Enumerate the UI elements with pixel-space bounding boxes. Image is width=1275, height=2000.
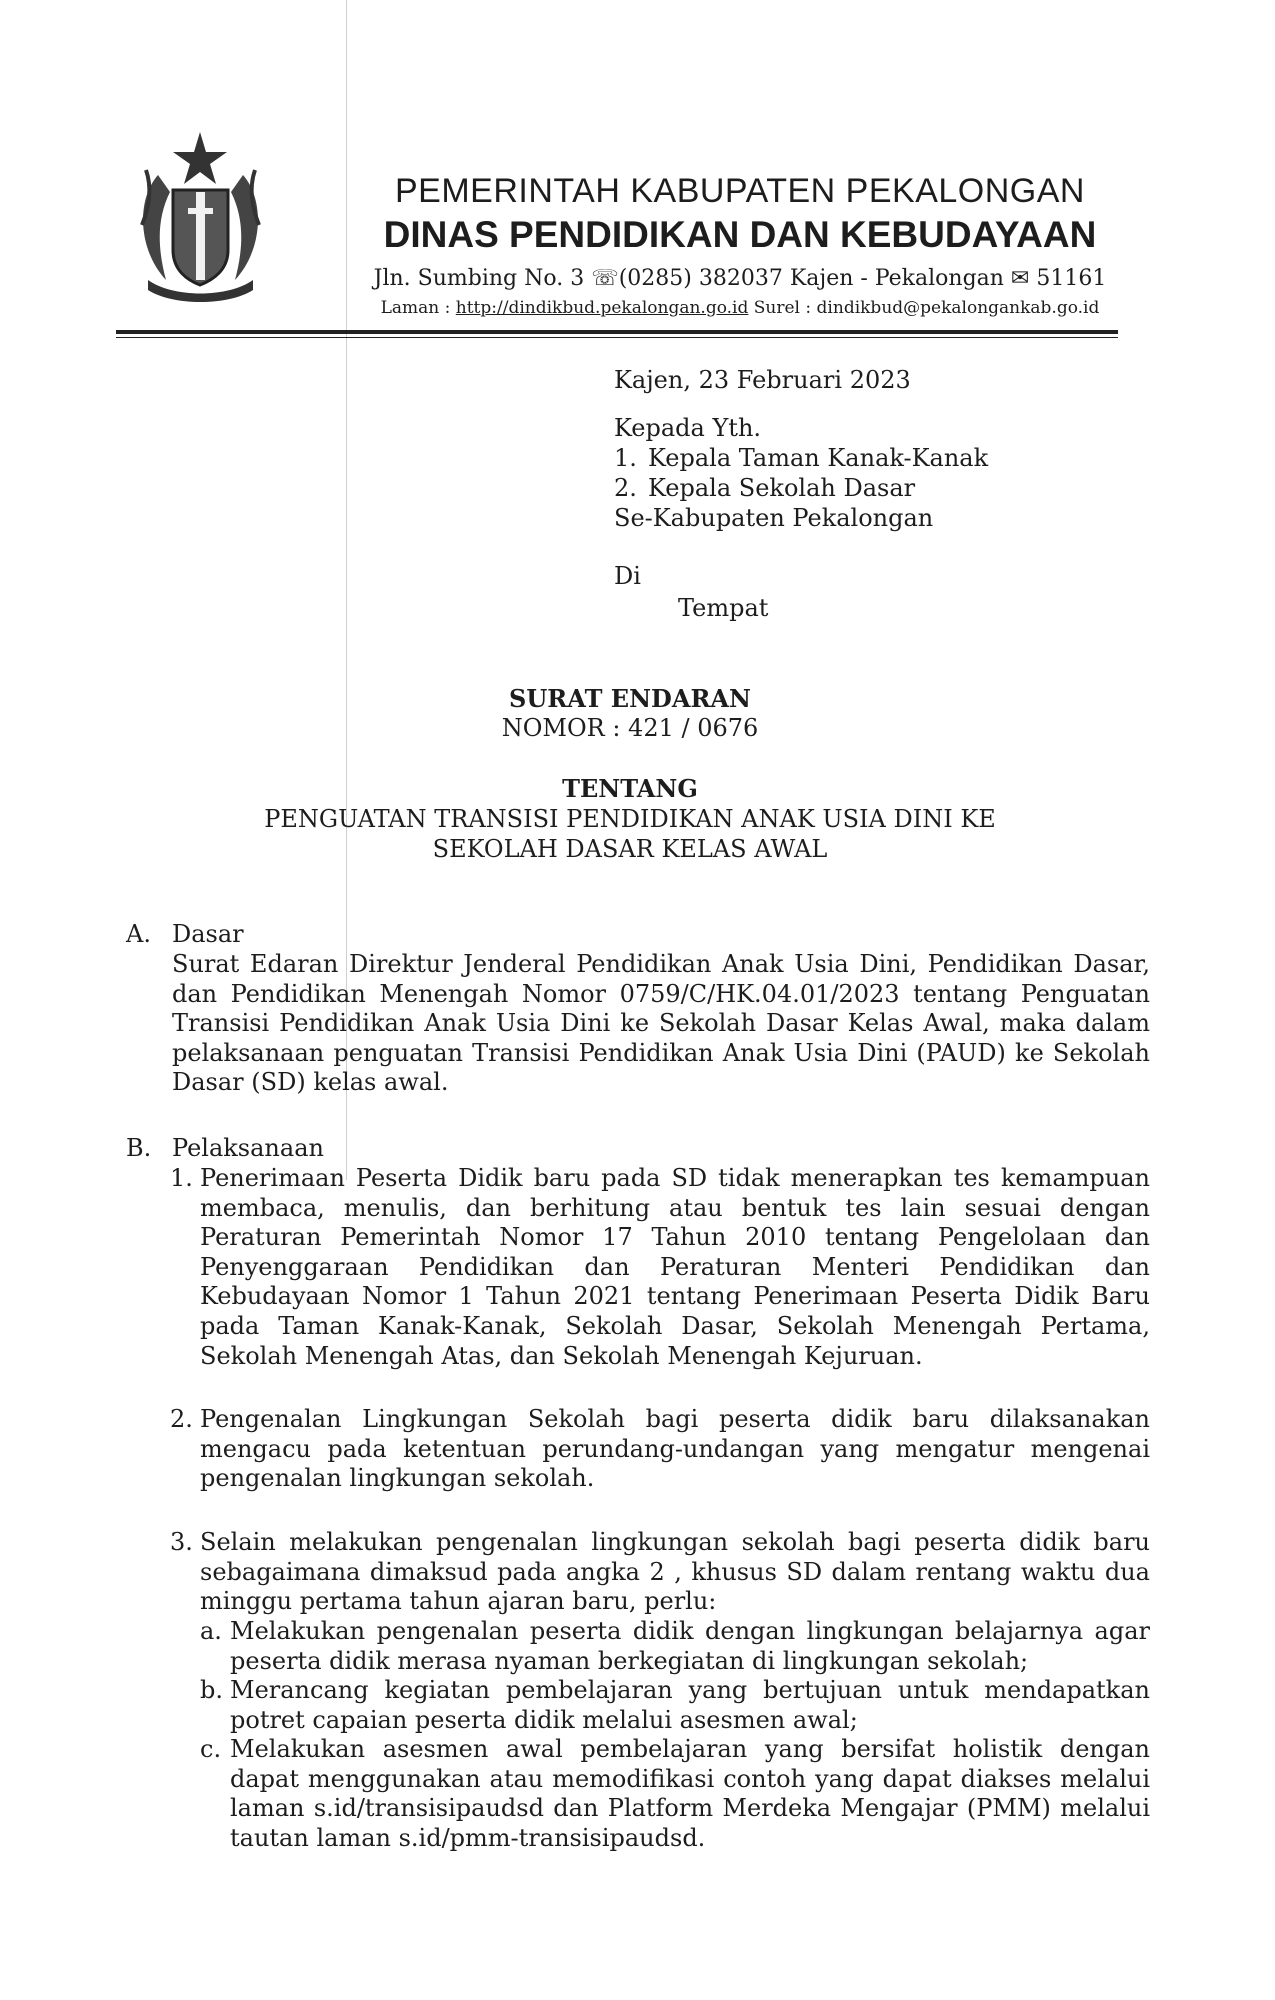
sub-item-text: Melakukan pengenalan peserta didik dengan lingkungan belajarnya agar peserta didik merasa nyaman berkegiatan di lingkungan sekolah; xyxy=(230,1617,1150,1675)
email-label: Surel : xyxy=(748,298,817,318)
sub-item-letter: c. xyxy=(200,1735,222,1763)
header-government: PEMERINTAH KABUPATEN PEKALONGAN xyxy=(395,172,1085,210)
header-contact xyxy=(290,298,1190,318)
header-divider-thin xyxy=(116,337,1118,338)
subject-label: TENTANG xyxy=(562,774,698,803)
recipient-di: Di xyxy=(614,562,641,590)
recipient-place: Tempat xyxy=(678,594,769,622)
item-number: 1. xyxy=(170,1164,193,1192)
subject-title xyxy=(130,804,1130,864)
subject-line-2: SEKOLAH DASAR KELAS AWAL xyxy=(432,835,828,863)
web-label: Laman : xyxy=(380,298,456,318)
recipient-number: 2. xyxy=(614,474,637,502)
item-text: Selain melakukan pengenalan lingkungan sekolah bagi peserta didik baru sebagaimana dimaksud pada angka 2 , khusus SD dalam rentang waktu dua minggu pertama tahun ajaran baru, perlu: xyxy=(200,1528,1150,1616)
web-link[interactable]: http://dindikbud.pekalongan.go.id xyxy=(455,298,749,318)
sub-item-letter: a. xyxy=(200,1617,222,1645)
header-address: Jln. Sumbing No. 3 ☏(0285) 382037 Kajen - Pekalongan ✉ 51161 xyxy=(373,266,1107,291)
section-a-letter: A. xyxy=(126,920,151,948)
recipient-item xyxy=(614,444,988,472)
sub-item-text: Melakukan asesmen awal pembelajaran yang bersifat holistik dengan dapat menggunakan atau memodifikasi contoh yang dapat diakses melalui laman s.id/transisipaudsd dan Platform Merdeka Mengajar (PMM) melalui tautan laman s.id/pmm-transisipaudsd. xyxy=(230,1735,1150,1852)
item-text: Pengenalan Lingkungan Sekolah bagi peserta didik baru dilaksanakan mengacu pada ketentuan perundang-undangan yang mengatur mengenai pengenalan lingkungan sekolah. xyxy=(200,1405,1150,1493)
item-text: Penerimaan Peserta Didik baru pada SD tidak menerapkan tes kemampuan membaca, menulis, dan berhitung atau bentuk tes lain sesuai dengan Peraturan Pemerintah Nomor 17 Tahun 2010 tentang Pengelolaan dan Penyenggaraan Pendidikan dan Peraturan Menteri Pendidikan dan Kebudayaan Nomor 1 Tahun 2021 tentang Penerimaan Peserta Didik Baru pada Taman Kanak-Kanak, Sekolah Dasar, Sekolah Menengah Pertama, Sekolah Menengah Atas, dan Sekolah Menengah Kejuruan. xyxy=(200,1164,1150,1370)
recipient-heading: Kepada Yth. xyxy=(614,414,762,442)
subject-line-1: PENGUATAN TRANSISI PENDIDIKAN ANAK USIA DINI KE xyxy=(264,805,996,833)
recipient-name: Kepala Sekolah Dasar xyxy=(648,474,916,502)
section-a-body: Surat Edaran Direktur Jenderal Pendidikan Anak Usia Dini, Pendidikan Dasar, dan Pendidikan Menengah Nomor 0759/C/HK.04.01/2023 tentang Penguatan Transisi Pendidikan Anak Usia Dini ke Sekolah Dasar Kelas Awal, maka dalam pelaksanaan penguatan Transisi Pendidikan Anak Usia Dini (PAUD) ke Sekolah Dasar (SD) kelas awal. xyxy=(172,950,1150,1096)
section-b-letter: B. xyxy=(126,1134,152,1162)
header-divider xyxy=(116,330,1118,334)
item-number: 2. xyxy=(170,1405,193,1433)
section-b-title: Pelaksanaan xyxy=(172,1134,324,1162)
item-number: 3. xyxy=(170,1528,193,1556)
recipient-area: Se-Kabupaten Pekalongan xyxy=(614,504,934,532)
recipient-item xyxy=(614,474,915,502)
header-agency: DINAS PENDIDIKAN DAN KEBUDAYAAN xyxy=(383,214,1097,255)
document-number: NOMOR : 421 / 0676 xyxy=(501,714,759,742)
section-a-title: Dasar xyxy=(172,920,244,948)
recipient-number: 1. xyxy=(614,444,637,472)
sub-item-text: Merancang kegiatan pembelajaran yang bertujuan untuk mendapatkan potret capaian peserta didik melalui asesmen awal; xyxy=(230,1676,1150,1734)
recipient-name: Kepala Taman Kanak-Kanak xyxy=(648,444,989,472)
email-address: dindikbud@pekalongankab.go.id xyxy=(816,298,1100,318)
letter-date: Kajen, 23 Februari 2023 xyxy=(614,366,911,394)
kabupaten-emblem-icon xyxy=(128,130,273,305)
sub-item-letter: b. xyxy=(200,1676,223,1704)
document-type: SURAT ENDARAN xyxy=(509,684,751,713)
